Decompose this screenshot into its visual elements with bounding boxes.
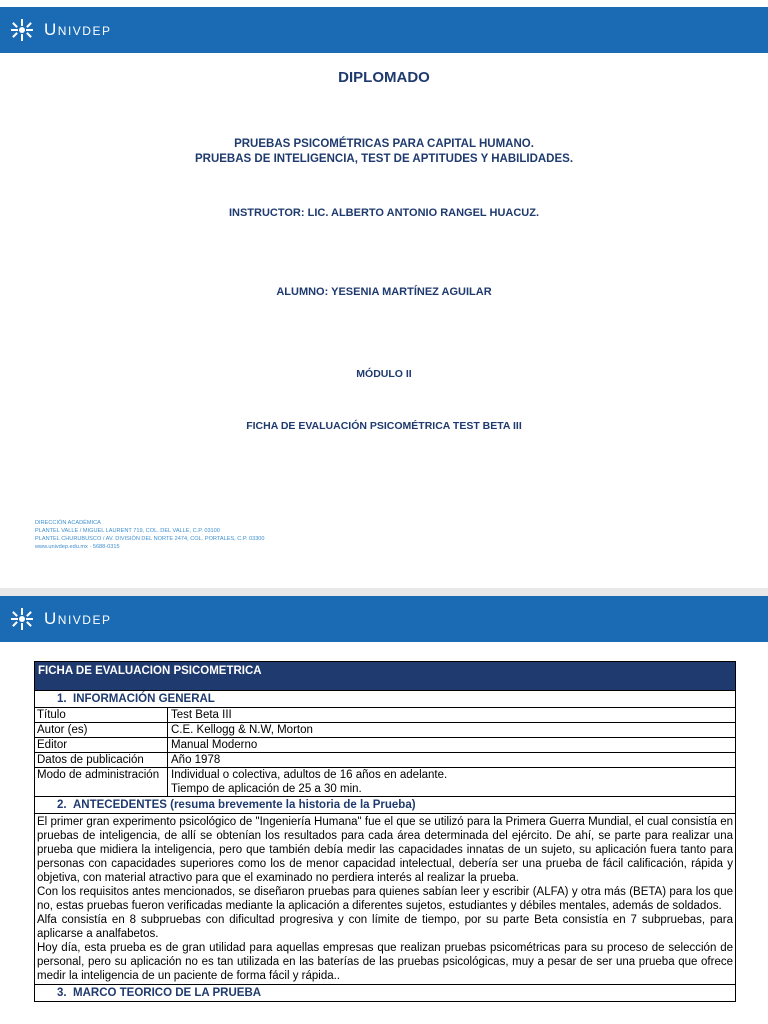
table-row	[35, 708, 735, 723]
row-label: Autor (es)	[35, 723, 168, 737]
paragraph: Hoy día, esta prueba es de gran utilidad para aquellas empresas que realizan pruebas psicométricas para su proceso de selección de personal, pero su aplicación no es tan utilizada en las baterías de las pruebas psicológicas, muy a pesar de ser una prueba que ofrece medir la inteligencia de un paciente de forma fácil y rápida..	[37, 942, 733, 982]
brand-name: Univdep	[44, 609, 112, 628]
table-row	[35, 753, 735, 768]
row-label: Editor	[35, 738, 168, 752]
row-value: Manual Moderno	[171, 739, 258, 751]
row-label: Datos de publicación	[35, 753, 168, 767]
table-row	[35, 723, 735, 738]
univdep-logo-icon	[10, 607, 34, 631]
table-row	[35, 768, 735, 797]
section-heading	[35, 797, 735, 814]
cover-subtitle-1: PRUEBAS PSICOMÉTRICAS PARA CAPITAL HUMANO.	[234, 138, 534, 150]
row-label: Modo de administración	[35, 768, 168, 796]
cover-ficha-title: FICHA DE EVALUACIÓN PSICOMÉTRICA TEST BETA III	[246, 420, 522, 432]
sheet-header: FICHA DE EVALUACION PSICOMETRICA	[35, 662, 735, 691]
table-row	[35, 738, 735, 753]
footer-line: www.univdep.edu.mx · 5688-0315	[35, 544, 120, 550]
header-banner	[0, 596, 768, 642]
row-value: Test Beta III	[171, 709, 232, 721]
paragraph: El primer gran experimento psicológico de "Ingeniería Humana" fue el que se utilizó para la Primera Guerra Mundial, el cual consistía en pruebas de inteligencia, de allí se obtenían los resultados para cada área determinada del ejército. De ahí, se parte para realizar una prueba que midiera la inteligencia, pero que también debía medir las capacidades innatas de un sujeto, su aplicación fuera tanto para personas con capacidades superiores como los de menor capacidad intelectual, debería ser una prueba de fácil calificación, rápida y objetiva, con material atractivo para que el examinado no perdiera interés al realizar la prueba.	[37, 816, 733, 884]
section-number: 1.	[57, 693, 67, 705]
section-title: ANTECEDENTES (resuma brevemente la historia de la Prueba)	[73, 799, 416, 811]
brand-name: Univdep	[44, 20, 112, 39]
footer-line: DIRECCIÓN ACADÉMICA	[35, 520, 101, 526]
footer-line: PLANTEL CHURUBUSCO / AV. DIVISIÓN DEL NORTE 2474, COL. PORTALES, C.P. 03300	[35, 536, 265, 542]
row-value: C.E. Kellogg & N.W, Morton	[171, 724, 313, 736]
cover-module: MÓDULO II	[356, 368, 412, 380]
cover-title: DIPLOMADO	[338, 69, 430, 86]
cover-page	[0, 53, 768, 593]
history-text	[35, 814, 735, 985]
footer-line: PLANTEL VALLE / MIGUEL LAURENT 719, COL. DEL VALLE, C.P. 03100	[35, 528, 220, 534]
cover-footer	[35, 519, 265, 551]
page-separator	[0, 588, 768, 596]
univdep-logo-icon	[10, 18, 34, 42]
cover-student: ALUMNO: YESENIA MARTÍNEZ AGUILAR	[276, 286, 492, 298]
row-value	[168, 768, 735, 796]
row-label: Título	[35, 708, 168, 722]
section-number: 3.	[57, 987, 67, 999]
section-heading	[35, 691, 735, 708]
paragraph: Alfa consistía en 8 subpruebas con dificultad progresiva y con límite de tiempo, por su parte Beta consistía en 7 subpruebas, para aplicarse a analfabetos.	[37, 914, 733, 940]
row-value-line: Individual o colectiva, adultos de 16 años en adelante.	[171, 769, 448, 781]
section-heading	[35, 985, 735, 1001]
header-banner	[0, 7, 768, 53]
evaluation-sheet	[34, 661, 736, 1002]
cover-subtitle-2: PRUEBAS DE INTELIGENCIA, TEST DE APTITUDES Y HABILIDADES.	[194, 153, 574, 165]
row-value: Año 1978	[171, 754, 221, 766]
section-title: INFORMACIÓN GENERAL	[73, 693, 215, 705]
row-value-line: Tiempo de aplicación de 25 a 30 min.	[171, 783, 362, 795]
section-number: 2.	[57, 799, 67, 811]
paragraph: Con los requisitos antes mencionados, se diseñaron pruebas para quienes sabían leer y escribir (ALFA) y otra más (BETA) para los que no, estas pruebas fueron verificadas mediante la aplicación a diferentes sujetos, estudiantes y débiles mentales, además de soldados.	[37, 886, 733, 912]
section-title: MARCO TEORICO DE LA PRUEBA	[73, 987, 262, 999]
cover-instructor: INSTRUCTOR: LIC. ALBERTO ANTONIO RANGEL HUACUZ.	[228, 207, 540, 219]
